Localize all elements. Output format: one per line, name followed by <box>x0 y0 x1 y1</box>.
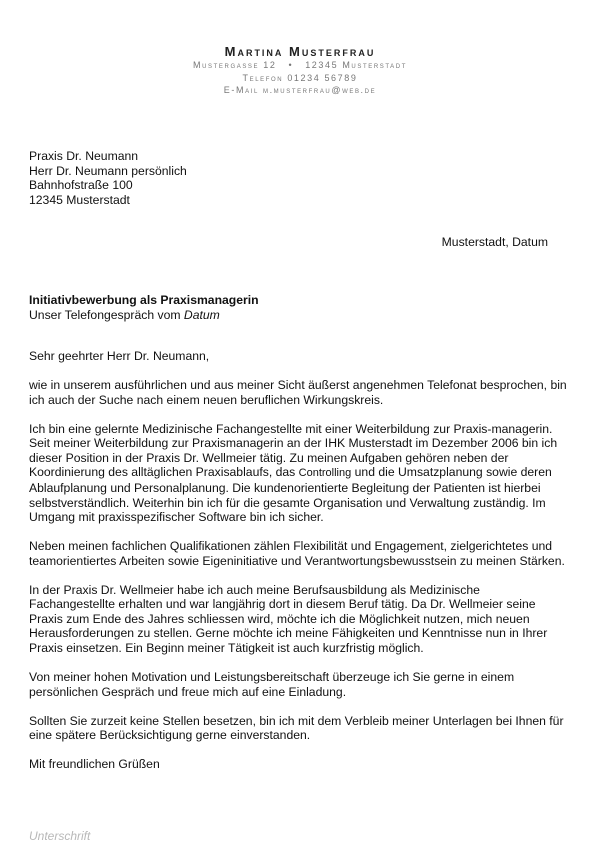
address-separator: • <box>288 60 294 70</box>
recipient-address <box>29 149 569 207</box>
recipient-line-1: Praxis Dr. Neumann <box>29 149 139 163</box>
sender-city: 12345 Musterstadt <box>305 60 407 70</box>
sender-street: Mustergasse 12 <box>193 60 277 70</box>
letterhead <box>0 44 600 97</box>
closing: Mit freundlichen Grüßen <box>29 757 160 772</box>
paragraph-1: wie in unserem ausführlichen und aus meiner Sicht äußerst angenehmen Telefonat besprochen, bin ich auch der Suche nach einem neuen beruflichen Wirkungskreis. <box>29 377 567 407</box>
place-date: Musterstadt, Datum <box>441 235 548 249</box>
paragraph-2 <box>29 422 569 525</box>
recipient-line-4: 12345 Musterstadt <box>29 192 130 207</box>
paragraph-2-part-b: und die Umsatzplanung sowie deren Ablaufplanung und Personalplanung. Die kundenorientierte Begleitung der Patienten ist hierbei selbstverständlich. Weiterhin bin ich für die gesamte Organisation und Verwaltung zuständig. Im Umgang mit praxisspezifischer Software bin ich sicher. <box>29 465 552 525</box>
sender-email: E-Mail m.musterfrau@web.de <box>223 85 377 95</box>
paragraph-5: Von meiner hohen Motivation und Leistungsbereitschaft überzeuge ich Sie gerne in einem persönlichen Gespräch und freue mich auf eine Einladung. <box>29 670 515 699</box>
paragraph-2-part-a: Ich bin eine gelernte Medizinische Fachangestellte mit einer Weiterbildung zur Praxis-managerin. Seit meiner Weiterbildung zur Praxismanagerin an der IHK Musterstadt im Dezember 2006 bin ich dieser Position in der Praxis Dr. Wellmeier tätig. Zu meinen Aufgaben gehören neben der Koordinierung des alltäglichen Praxisablaufs, das <box>29 421 558 480</box>
reference-date: Datum <box>183 307 220 322</box>
salutation: Sehr geehrter Herr Dr. Neumann, <box>29 349 210 363</box>
signature-placeholder: Unterschrift <box>29 829 91 843</box>
sender-phone: Telefon 01234 56789 <box>242 72 358 83</box>
subject-reference <box>29 308 569 323</box>
sender-name: Martina Musterfrau <box>224 44 376 59</box>
sender-address <box>0 59 600 72</box>
paragraph-4: In der Praxis Dr. Wellmeier habe ich auch meine Berufsausbildung als Medizinische Fachangestellte erhalten und war langjährig dort in diesem Beruf tätig. Da Dr. Wellmeier seine Praxis zum Ende des Jahres schliessen wird, möchte ich die Möglichkeit nutzen, mich neuen Herausforderungen zu stellen. Gerne möchte ich meine Fähigkeiten und Kenntnisse nun in Ihrer Praxis einsetzen. Ein Beginn meiner Tätigkeit ist auch kurzfristig möglich. <box>29 582 548 656</box>
paragraph-6: Sollten Sie zurzeit keine Stellen besetzen, bin ich mit dem Verbleib meiner Unterlagen bei Ihnen für eine spätere Berücksichtigung gerne einverstanden. <box>29 713 564 743</box>
paragraph-2-controlling: Controlling <box>298 467 352 480</box>
reference-prefix: Unser Telefongespräch vom <box>29 307 184 322</box>
recipient-line-2: Herr Dr. Neumann persönlich <box>29 163 187 178</box>
subject-title: Initiativbewerbung als Praxismanagerin <box>29 293 259 307</box>
subject-block <box>29 293 569 322</box>
paragraph-3: Neben meinen fachlichen Qualifikationen zählen Flexibilität und Engagement, zielgerichtetes und teamorientiertes Arbeiten sowie Eigeninitiative und Verantwortungsbewusstsein zu meinen Stärken. <box>29 539 565 568</box>
recipient-line-3: Bahnhofstraße 100 <box>29 178 133 193</box>
letter-body <box>29 349 569 786</box>
